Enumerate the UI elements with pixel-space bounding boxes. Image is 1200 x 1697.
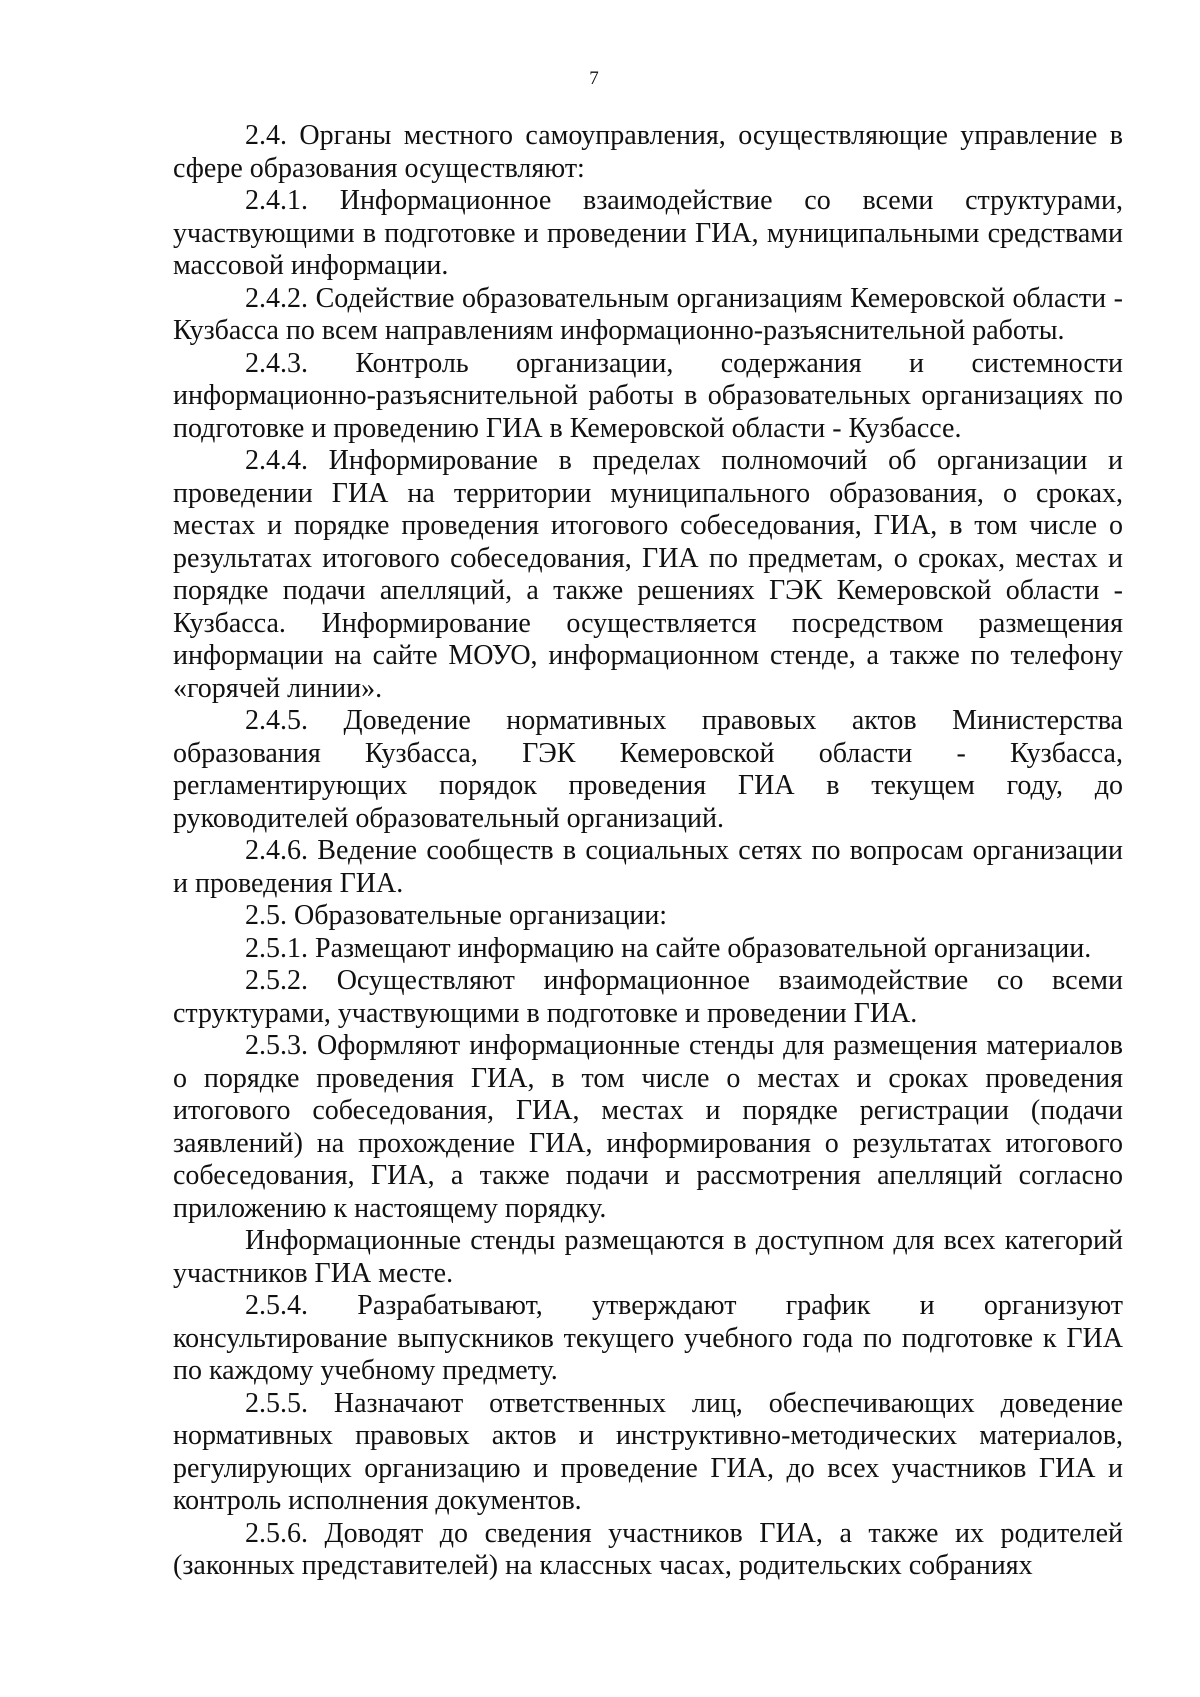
paragraph-2-5-5: 2.5.5. Назначают ответственных лиц, обеспечивающих доведение нормативных правовых актов и инструктивно-методических материалов, регулирующих организацию и проведение ГИА, до всех участников ГИА и контроль исполнения документов. [173,1387,1123,1516]
page-number: 7 [589,68,599,89]
paragraph-2-4: 2.4. Органы местного самоуправления, осуществляющие управление в сфере образования осуществляют: [173,120,1123,184]
paragraph-2-5-1: 2.5.1. Размещают информацию на сайте образовательной организации. [245,932,1092,964]
paragraph-2-4-6: 2.4.6. Ведение сообществ в социальных сетях по вопросам организации и проведения ГИА. [173,835,1123,899]
paragraph-2-5-6: 2.5.6. Доводят до сведения участников ГИА, а также их родителей (законных представителей) на классных часах, родительских собраниях [173,1517,1123,1581]
document-body [173,120,1123,1583]
paragraph-2-4-2: 2.4.2. Содействие образовательным организациям Кемеровской области - Кузбасса по всем направлениям информационно-разъяснительной работы. [173,282,1123,346]
paragraph-2-5: 2.5. Образовательные организации: [245,900,668,931]
paragraph-2-4-4: 2.4.4. Информирование в пределах полномочий об организации и проведении ГИА на территории муниципального образования, о сроках, местах и порядке проведения итогового собеседования, ГИА, в том числе о результатах итогового собеседования, ГИА по предметам, о сроках, местах и порядке подачи апелляций, а также решениях ГЭК Кемеровской области - Кузбасса. Информирование осуществляется посредством размещения информации на сайте МОУО, информационном стенде, а также по телефону «горячей линии». [173,445,1123,704]
paragraph-2-5-3: 2.5.3. Оформляют информационные стенды для размещения материалов о порядке проведения ГИА, в том числе о местах и сроках проведения итогового собеседования, ГИА, местах и порядке регистрации (подачи заявлений) на прохождение ГИА, информирования о результатах итогового собеседования, ГИА, а также подачи и рассмотрения апелляций согласно приложению к настоящему порядку. [173,1030,1123,1224]
paragraph-2-4-1: 2.4.1. Информационное взаимодействие со всеми структурами, участвующими в подготовке и проведении ГИА, муниципальными средствами массовой информации. [173,185,1123,281]
paragraph-2-4-3: 2.4.3. Контроль организации, содержания и системности информационно-разъяснительной работы в образовательных организациях по подготовке и проведению ГИА в Кемеровской области - Кузбассе. [173,347,1123,444]
paragraph-2-4-5: 2.4.5. Доведение нормативных правовых актов Министерства образования Кузбасса, ГЭК Кемеровской области - Кузбасса, регламентирующих порядок проведения ГИА в текущем году, до руководителей образовательный организаций. [173,705,1123,834]
paragraph-info-stands: Информационные стенды размещаются в доступном для всех категорий участников ГИА месте. [173,1225,1123,1289]
paragraph-2-5-4: 2.5.4. Разрабатывают, утверждают график и организуют консультирование выпускников текущего учебного года по подготовке к ГИА по каждому учебному предмету. [173,1290,1123,1386]
paragraph-2-5-2: 2.5.2. Осуществляют информационное взаимодействие со всеми структурами, участвующими в подготовке и проведении ГИА. [173,965,1123,1029]
